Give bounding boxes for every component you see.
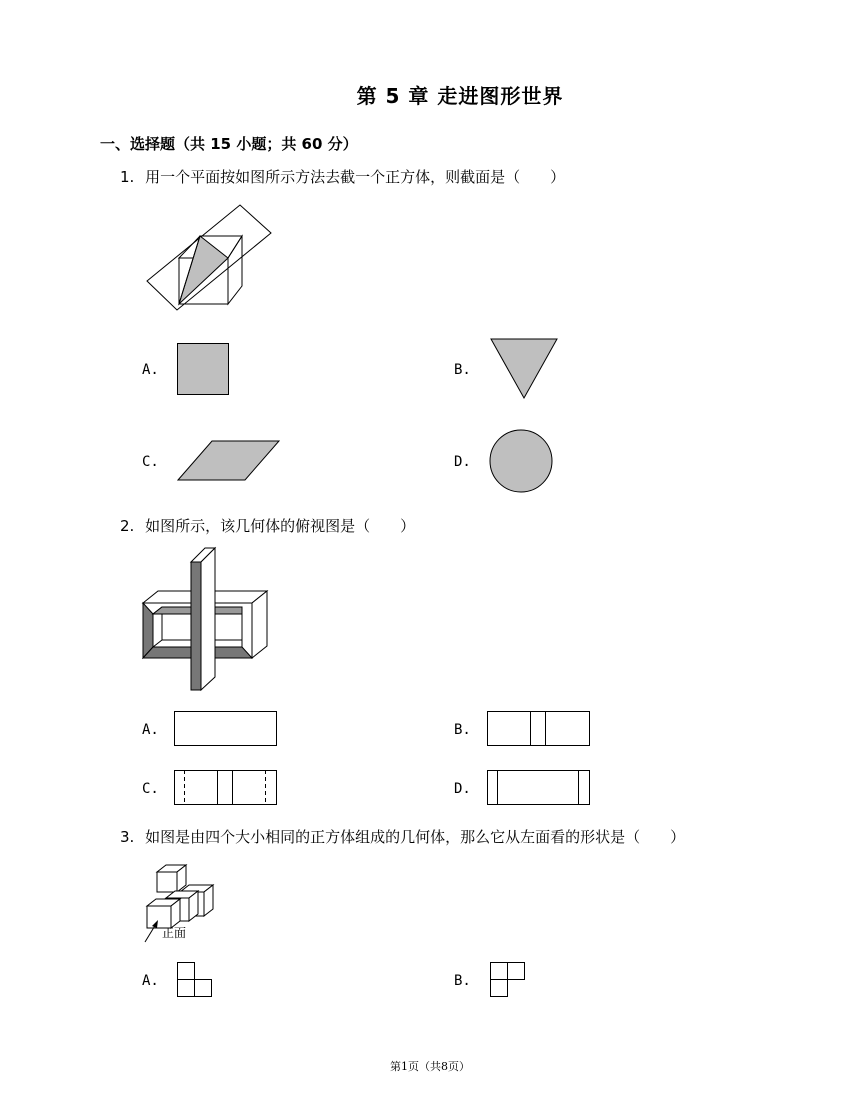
question-number: 1. <box>120 168 135 186</box>
question-3 <box>120 826 685 847</box>
q1-option-b-triangle[interactable] <box>490 338 558 400</box>
q3-option-a-view[interactable] <box>177 962 215 999</box>
page-title: 第 5 章 走进图形世界 <box>356 84 564 108</box>
cube-section-figure <box>140 200 280 315</box>
cross-frame-solid-figure <box>140 545 272 695</box>
q1-option-d-label[interactable]: D. <box>454 454 471 470</box>
q2-option-b-view[interactable] <box>487 711 591 747</box>
front-label: 正面 <box>162 926 187 940</box>
q1-option-a-square[interactable] <box>177 343 230 396</box>
q3-option-a-label[interactable]: A. <box>142 973 159 989</box>
q2-option-b-label[interactable]: B. <box>454 722 471 738</box>
q1-option-d-circle[interactable] <box>489 429 554 494</box>
question-2 <box>120 515 415 536</box>
section-heading: 一、选择题（共 15 小题；共 60 分） <box>100 135 358 153</box>
q2-option-c-view[interactable] <box>174 770 278 806</box>
question-text: 如图是由四个大小相同的正方体组成的几何体，那么它从左面看的形状是（ ） <box>145 828 686 846</box>
q1-option-c-label[interactable]: C. <box>142 454 159 470</box>
question-number: 2. <box>120 517 135 535</box>
q2-option-d-view[interactable] <box>487 770 591 806</box>
q2-option-d-label[interactable]: D. <box>454 781 471 797</box>
question-text: 用一个平面按如图所示方法去截一个正方体，则截面是（ ） <box>145 168 566 186</box>
q1-option-b-label[interactable]: B. <box>454 362 471 378</box>
q1-option-a-label[interactable]: A. <box>142 362 159 378</box>
q2-option-a-label[interactable]: A. <box>142 722 159 738</box>
q3-option-b-label[interactable]: B. <box>454 973 471 989</box>
question-number: 3. <box>120 828 135 846</box>
q2-option-c-label[interactable]: C. <box>142 781 159 797</box>
q3-option-b-view[interactable] <box>490 962 528 999</box>
question-1 <box>120 166 565 187</box>
page-footer: 第1页（共8页） <box>390 1060 470 1073</box>
question-text: 如图所示，该几何体的俯视图是（ ） <box>145 517 416 535</box>
q1-option-c-parallelogram[interactable] <box>177 440 281 482</box>
q2-option-a-view[interactable] <box>174 711 278 747</box>
